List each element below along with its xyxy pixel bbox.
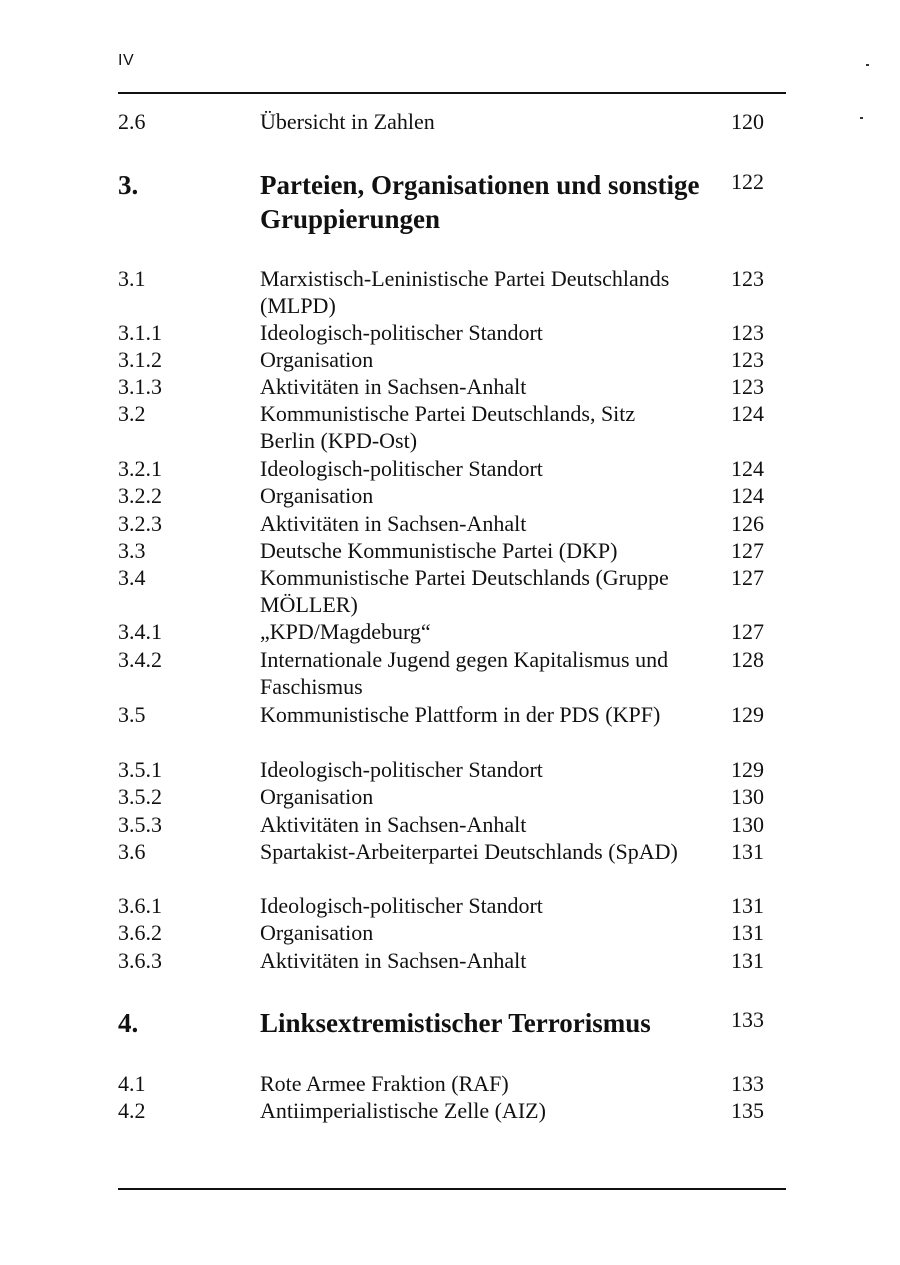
entry-title: Organisation: [260, 920, 374, 945]
entry-number: 3.3: [118, 538, 146, 563]
entry-number: 3.2.3: [118, 511, 162, 536]
entry-title: Übersicht in Zahlen: [260, 109, 435, 134]
entry-title: Ideologisch-politischer Standort: [260, 456, 543, 481]
section-title: Parteien, Organisationen und sonstige Gruppierungen: [260, 170, 700, 234]
scan-speck: [866, 64, 869, 66]
entry-number: 3.6: [118, 839, 146, 864]
entry-title: Spartakist-Arbeiterpartei Deutschlands (SpAD): [260, 839, 678, 864]
entry-page: 127: [731, 619, 764, 644]
entry-title: Deutsche Kommunistische Partei (DKP): [260, 538, 618, 563]
entry-number: 3.6.1: [118, 893, 162, 918]
entry-title: Ideologisch-politischer Standort: [260, 320, 543, 345]
entry-number: 3.5.1: [118, 757, 162, 782]
entry-page: 131: [731, 948, 764, 973]
entry-title: Kommunistische Plattform in der PDS (KPF): [260, 702, 661, 727]
section-page: 133: [731, 1007, 764, 1032]
entry-page: 127: [731, 565, 764, 590]
entry-page: 128: [731, 647, 764, 672]
entry-page: 124: [731, 401, 764, 426]
entry-page: 123: [731, 320, 764, 345]
entry-number: 3.6.3: [118, 948, 162, 973]
entry-page: 123: [731, 374, 764, 399]
section-page: 122: [731, 169, 764, 194]
entry-number: 3.4: [118, 565, 146, 590]
entry-number: 3.1.1: [118, 320, 162, 345]
bottom-rule: [118, 1188, 786, 1190]
entry-page: 135: [731, 1098, 764, 1123]
entry-title: Ideologisch-politischer Standort: [260, 757, 543, 782]
entry-number: 3.1.3: [118, 374, 162, 399]
entry-title: Kommunistische Partei Deutschlands (Gruppe MÖLLER): [260, 565, 669, 617]
entry-title: Aktivitäten in Sachsen-Anhalt: [260, 511, 527, 536]
entry-number: 4.2: [118, 1098, 146, 1123]
entry-title: Aktivitäten in Sachsen-Anhalt: [260, 812, 527, 837]
entry-number: 3.5.3: [118, 812, 162, 837]
entry-number: 2.6: [118, 109, 146, 134]
entry-title: Ideologisch-politischer Standort: [260, 893, 543, 918]
entry-page: 130: [731, 784, 764, 809]
entry-page: 129: [731, 757, 764, 782]
entry-page: 120: [731, 109, 764, 134]
entry-page: 127: [731, 538, 764, 563]
entry-title: Aktivitäten in Sachsen-Anhalt: [260, 948, 527, 973]
entry-page: 124: [731, 456, 764, 481]
entry-number: 3.2.1: [118, 456, 162, 481]
section-number: 3.: [118, 170, 139, 200]
entry-page: 133: [731, 1071, 764, 1096]
entry-title: Antiimperialistische Zelle (AIZ): [260, 1098, 546, 1123]
entry-number: 3.4.1: [118, 619, 162, 644]
entry-page: 123: [731, 266, 764, 291]
scan-speck: [860, 117, 863, 119]
entry-page: 131: [731, 839, 764, 864]
entry-page: 124: [731, 483, 764, 508]
entry-number: 3.6.2: [118, 920, 162, 945]
entry-title: Kommunistische Partei Deutschlands, Sitz Berlin (KPD-Ost): [260, 401, 636, 453]
section-number: 4.: [118, 1008, 139, 1038]
entry-page: 131: [731, 893, 764, 918]
entry-title: Rote Armee Fraktion (RAF): [260, 1071, 509, 1096]
entry-number: 3.1.2: [118, 347, 162, 372]
entry-number: 3.1: [118, 266, 146, 291]
entry-title: „KPD/Magdeburg“: [260, 619, 431, 644]
entry-title: Organisation: [260, 347, 374, 372]
entry-number: 3.5.2: [118, 784, 162, 809]
entry-title: Organisation: [260, 784, 374, 809]
entry-number: 4.1: [118, 1071, 146, 1096]
entry-title: Organisation: [260, 483, 374, 508]
entry-number: 3.4.2: [118, 647, 162, 672]
entry-page: 131: [731, 920, 764, 945]
top-rule: [118, 92, 786, 94]
entry-page: 126: [731, 511, 764, 536]
page-number: IV: [118, 52, 135, 69]
entry-page: 130: [731, 812, 764, 837]
entry-number: 3.2: [118, 401, 146, 426]
entry-number: 3.5: [118, 702, 146, 727]
entry-title: Marxistisch-Leninistische Partei Deutschlands (MLPD): [260, 266, 670, 318]
entry-title: Aktivitäten in Sachsen-Anhalt: [260, 374, 527, 399]
entry-page: 129: [731, 702, 764, 727]
entry-title: Internationale Jugend gegen Kapitalismus und Faschismus: [260, 647, 669, 699]
section-title: Linksextremistischer Terrorismus: [260, 1008, 651, 1038]
entry-page: 123: [731, 347, 764, 372]
entry-number: 3.2.2: [118, 483, 162, 508]
